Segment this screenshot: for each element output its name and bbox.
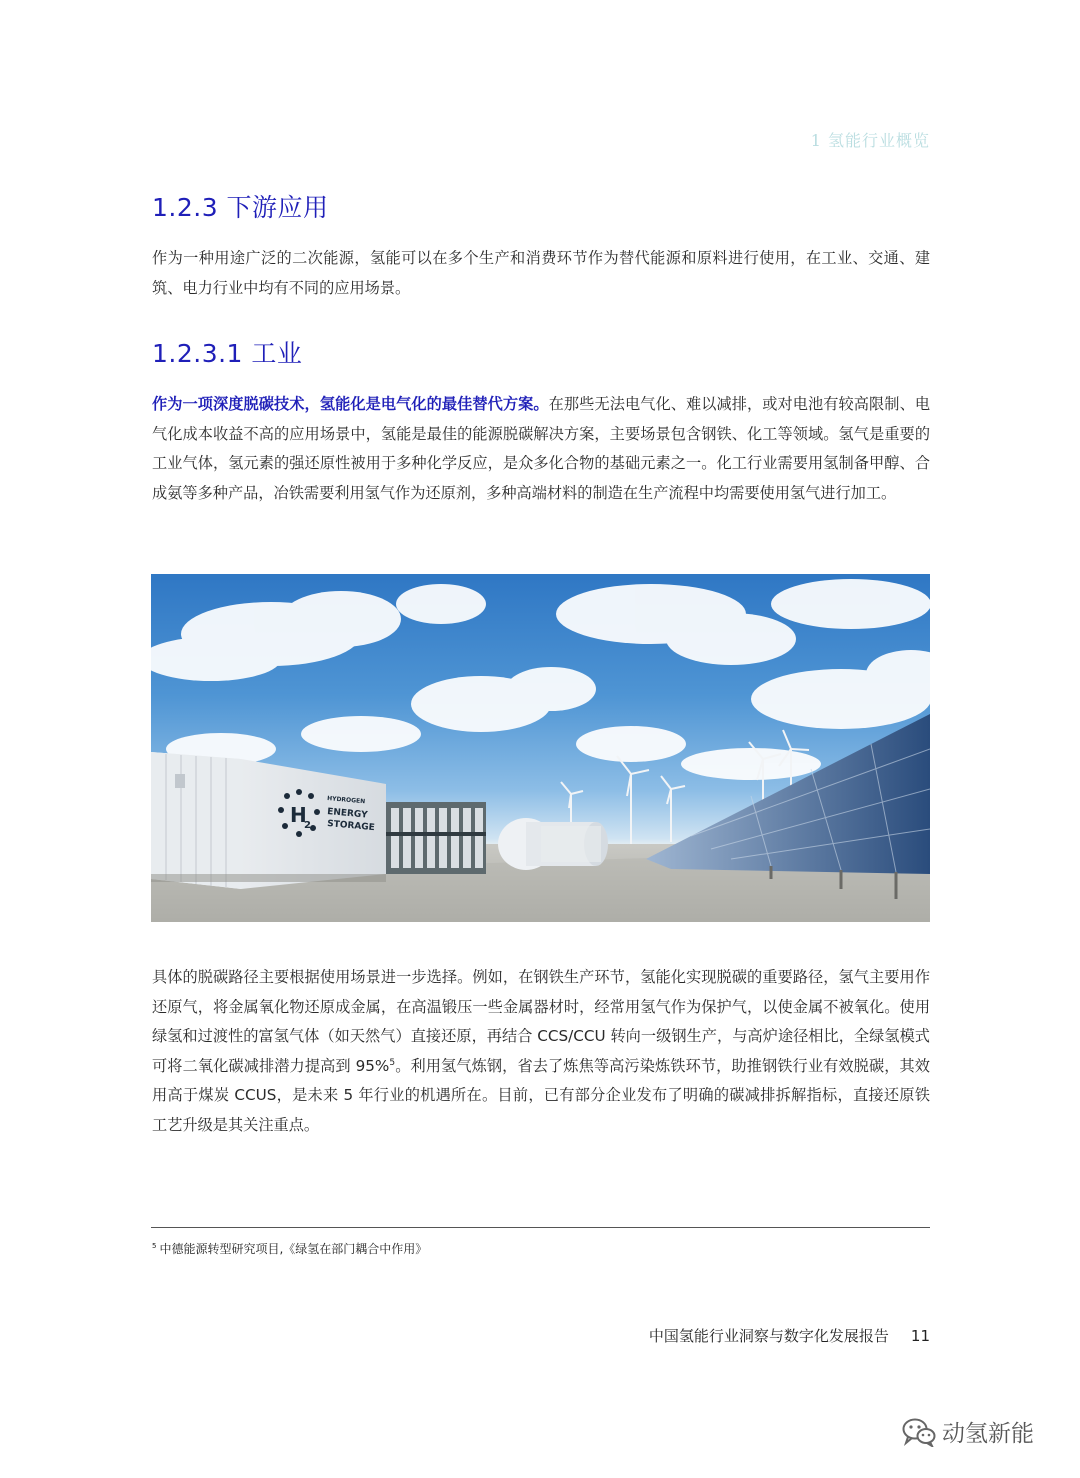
section-heading: 1.2.3 下游应用	[152, 193, 329, 222]
industry-lead-sentence: 作为一项深度脱碳技术，氢能化是电气化的最佳替代方案。	[152, 395, 549, 413]
industry-paragraph	[152, 390, 930, 508]
footnote-reference[interactable]: 5	[389, 1057, 396, 1068]
footnote-divider	[151, 1227, 930, 1228]
container-label-line3: STORAGE	[326, 819, 376, 834]
industry-body-text: 在那些无法电气化、难以减排，或对电池有较高限制、电气化成本收益不高的应用场景中，氢能是最佳的能源脱碳解决方案，主要场景包含钢铁、化工等领域。氢气是重要的工业气体，氢元素的强还原性被用于多种化学反应，是众多化合物的基础元素之一。化工行业需要用氢制备甲醇、合成氨等多种产品，冶铁需要利用氢气作为还原剂，多种高端材料的制造在生产流程中均需要使用氢气进行加工。	[152, 395, 931, 502]
watermark-text: 动氢新能	[942, 1421, 1034, 1447]
footnote-number: 5	[152, 1242, 157, 1250]
page-number: 11	[910, 1327, 930, 1345]
footnote	[152, 1240, 427, 1257]
subsection-heading: 1.2.3.1 工业	[152, 339, 303, 368]
report-title: 中国氢能行业洞察与数字化发展报告	[648, 1327, 889, 1345]
h2-symbol: H	[290, 803, 307, 827]
hydrogen-storage-photo	[151, 574, 930, 922]
watermark	[902, 1415, 1034, 1448]
h2-subscript: 2	[304, 820, 311, 831]
wechat-icon	[902, 1417, 936, 1447]
steel-text-part2: 。利用氢气炼钢，省去了炼焦等高污染炼铁环节，助推钢铁行业有效脱碳，其效用高于煤炭 CCUS，是未来 5 年行业的机遇所在。目前，已有部分企业发布了明确的碳减排拆解指标，直接还原铁工艺升级是其关注重点。	[152, 1056, 930, 1134]
running-header: 1 氢能行业概览	[810, 131, 930, 150]
footnote-text: 中德能源转型研究项目,《绿氢在部门耦合中作用》	[159, 1242, 428, 1256]
steel-paragraph	[152, 963, 930, 1140]
container-label-line2: ENERGY	[326, 807, 368, 821]
steel-text-part1: 具体的脱碳路径主要根据使用场景进一步选择。例如，在钢铁生产环节，氢能化实现脱碳的重要路径，氢气主要用作还原气，将金属氧化物还原成金属，在高温锻压一些金属器材时，经常用氢气作为保护气，以使金属不被氧化。使用绿氢和过渡性的富氢气体（如天然气）直接还原，再结合 CCS/CCU 转向一级钢生产，与高炉途径相比，全绿氢模式可将二氧化碳减排潜力提高到 95%	[152, 968, 930, 1075]
container-label-line1: HYDROGEN	[326, 795, 366, 806]
page-footer	[649, 1325, 930, 1346]
intro-paragraph: 作为一种用途广泛的二次能源，氢能可以在多个生产和消费环节作为替代能源和原料进行使用，在工业、交通、建筑、电力行业中均有不同的应用场景。	[152, 249, 930, 297]
